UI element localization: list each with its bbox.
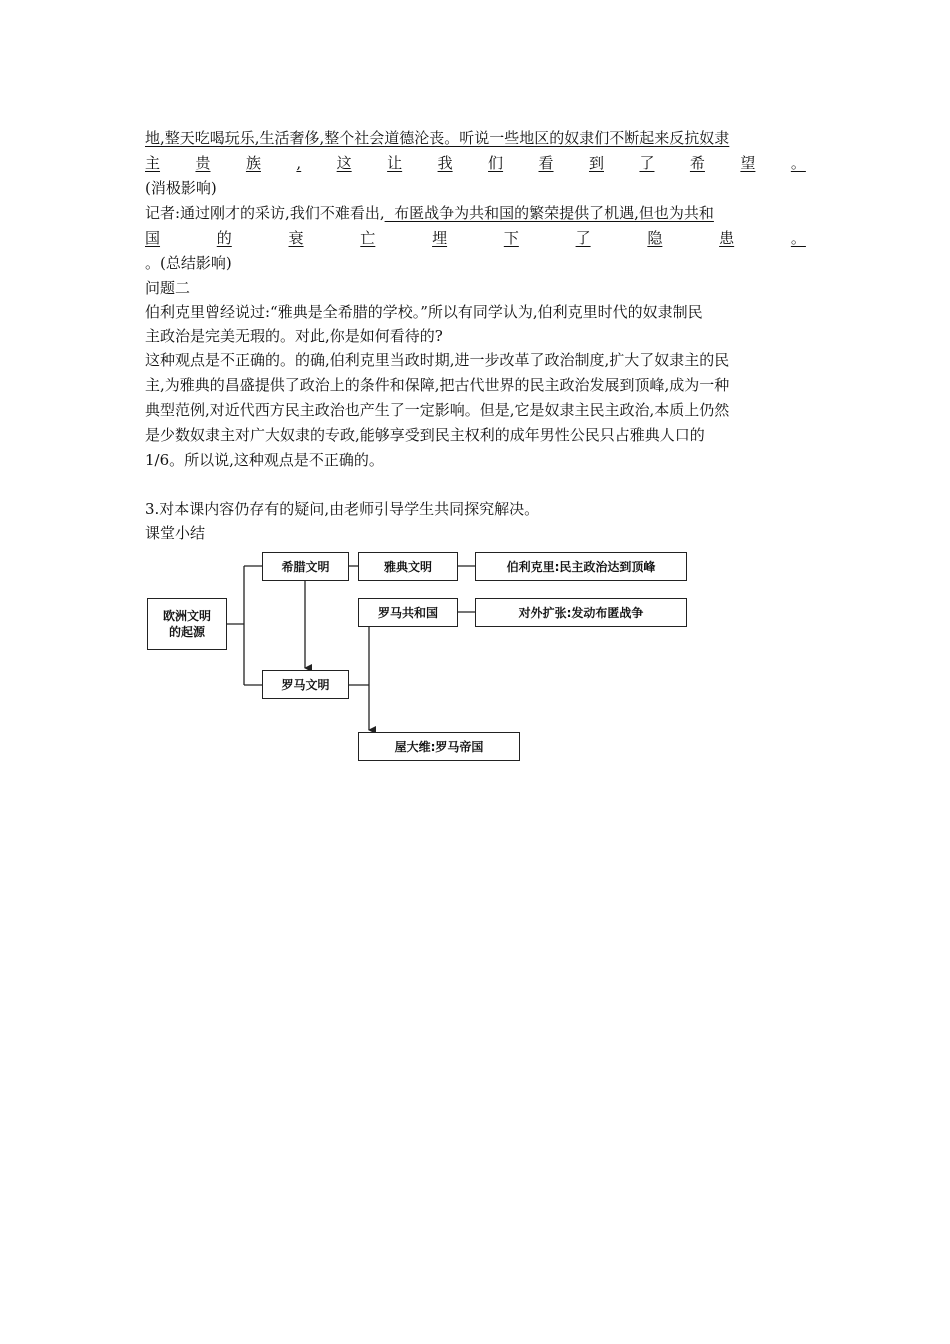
justified-char: , <box>296 154 302 172</box>
root-label-line2: 的起源 <box>168 625 205 639</box>
node-external-expansion: 对外扩张:发动布匿战争 <box>475 598 687 627</box>
root-label-line1: 欧洲文明 <box>162 609 211 623</box>
justified-char: 。 <box>790 229 806 247</box>
justified-char: 贵 <box>195 154 211 172</box>
summary-heading: 课堂小结 <box>145 524 206 542</box>
justified-char: 埋 <box>432 229 448 247</box>
justified-char: 望 <box>740 154 756 172</box>
text-line-9: 主政治是完美无瑕的。对此,你是如何看待的? <box>145 327 443 345</box>
question-heading: 问题二 <box>145 279 191 297</box>
justified-char: 们 <box>488 154 504 172</box>
justified-char: 患 <box>719 229 735 247</box>
justified-char: 隐 <box>647 229 663 247</box>
justified-char: 国 <box>145 229 161 247</box>
text-line-8: 伯利克里曾经说过:“雅典是全希腊的学校。”所以有同学认为,伯利克里时代的奴隶制民 <box>145 303 703 321</box>
justified-char: 亡 <box>360 229 376 247</box>
justified-char: 的 <box>216 229 232 247</box>
justified-char: 看 <box>538 154 554 172</box>
justified-char: 下 <box>503 229 519 247</box>
justified-char: 到 <box>588 154 604 172</box>
justified-char: 了 <box>575 229 591 247</box>
node-athens: 雅典文明 <box>358 552 458 581</box>
text-line-6: 。(总结影响) <box>145 254 232 272</box>
text-line-1: 地,整天吃喝玩乐,生活奢侈,整个社会道德沦丧。听说一些地区的奴隶们不断起来反抗奴隶 <box>145 129 730 147</box>
node-pericles: 伯利克里:民主政治达到顶峰 <box>475 552 687 581</box>
node-roman-republic: 罗马共和国 <box>358 598 458 627</box>
text-line-10: 这种观点是不正确的。的确,伯利克里当政时期,进一步改革了政治制度,扩大了奴隶主的民 <box>145 351 730 369</box>
justified-char: 这 <box>336 154 352 172</box>
text-line-3: (消极影响) <box>145 179 217 197</box>
justified-char: 我 <box>437 154 453 172</box>
root-node-europe-origin <box>147 598 227 650</box>
text-line-14: 1/6。所以说,这种观点是不正确的。 <box>145 451 384 469</box>
justified-char: 族 <box>245 154 261 172</box>
justified-char: 了 <box>639 154 655 172</box>
text-line-15: 3.对本课内容仍存有的疑问,由老师引导学生共同探究解决。 <box>145 500 540 518</box>
node-greek-civilization: 希腊文明 <box>262 552 349 581</box>
justified-char: 主 <box>145 154 161 172</box>
reporter-prefix: 记者:通过刚才的采访,我们不难看出, <box>145 204 385 222</box>
text-line-11: 主,为雅典的昌盛提供了政治上的条件和保障,把古代世界的民主政治发展到顶峰,成为一种 <box>145 376 730 394</box>
text-line-13: 是少数奴隶主对广大奴隶的专政,能够享受到民主权利的成年男性公民只占雅典人口的 <box>145 426 705 444</box>
text-line-12: 典型范例,对近代西方民主政治也产生了一定影响。但是,它是奴隶主民主政治,本质上仍然 <box>145 401 730 419</box>
justified-char: 希 <box>689 154 705 172</box>
justified-char: 让 <box>387 154 403 172</box>
reporter-answer-underlined: 布匿战争为共和国的繁荣提供了机遇,但也为共和 <box>384 204 714 222</box>
justified-char: 衰 <box>288 229 304 247</box>
node-octavian-empire: 屋大维:罗马帝国 <box>358 732 520 761</box>
node-roman-civilization: 罗马文明 <box>262 670 349 699</box>
justified-char: 。 <box>790 154 806 172</box>
